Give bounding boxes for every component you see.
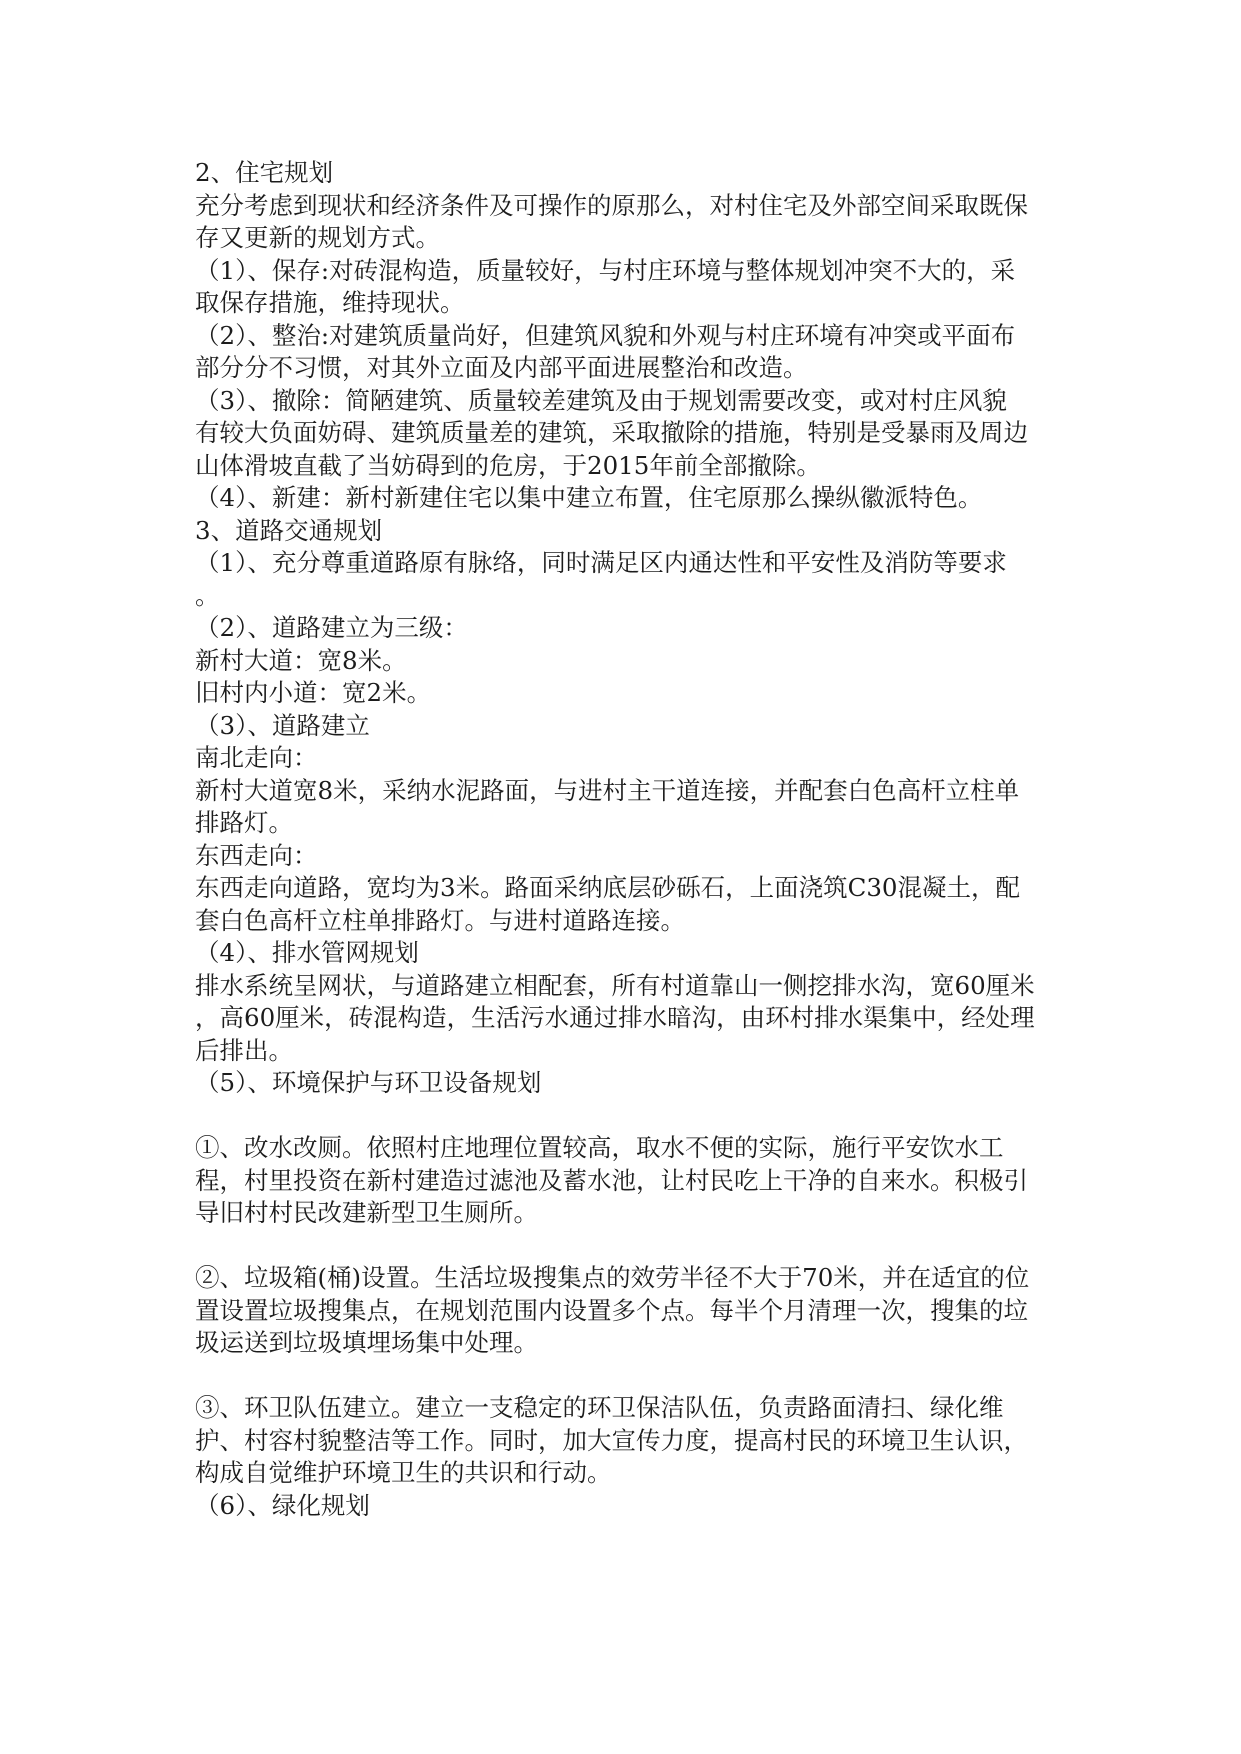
list-item-line: （3）、撤除：简陋建筑、质量较差建筑及由于规划需要改变，或对村庄风貌	[195, 385, 1007, 415]
paragraph-line: 旧村内小道：宽2米。	[195, 678, 432, 707]
list-item-line: 山体滑坡直截了当妨碍到的危房，于2015年前全部撤除。	[195, 450, 821, 480]
blank-line	[195, 1100, 1075, 1133]
section-heading: 2、住宅规划	[195, 158, 334, 187]
paragraph-line: 排路灯。	[195, 808, 293, 837]
paragraph-line: 圾运送到垃圾填埋场集中处理。	[195, 1328, 538, 1357]
paragraph-line: ①、改水改厕。依照村庄地理位置较高，取水不便的实际，施行平安饮水工	[195, 1133, 1004, 1162]
paragraph-line: 存又更新的规划方式。	[195, 223, 440, 252]
list-item-line: 取保存措施，维持现状。	[195, 288, 465, 317]
list-item-line: 。	[195, 580, 220, 610]
paragraph-line: 新村大道：宽8米。	[195, 645, 407, 675]
list-item-line: 部分分不习惯，对其外立面及内部平面进展整治和改造。	[195, 353, 808, 382]
paragraph-line: 充分考虑到现状和经济条件及可操作的原那么，对村住宅及外部空间采取既保	[195, 190, 1028, 220]
paragraph-line: 构成自觉维护环境卫生的共识和行动。	[195, 1458, 612, 1487]
list-item-line: （1）、充分尊重道路原有脉络，同时满足区内通达性和平安性及消防等要求	[195, 548, 1007, 577]
list-item-line: （2）、道路建立为三级：	[195, 613, 468, 642]
paragraph-line: 南北走向：	[195, 743, 318, 772]
paragraph-line: 置设置垃圾搜集点，在规划范围内设置多个点。每半个月清理一次，搜集的垃	[195, 1295, 1028, 1325]
paragraph-line: 东西走向道路，宽均为3米。路面采纳底层砂砾石，上面浇筑C30混凝土，配	[195, 873, 1021, 902]
list-item-line: （5）、环境保护与环卫设备规划	[195, 1068, 542, 1097]
section-heading: 3、道路交通规划	[195, 515, 383, 545]
list-item-line: （3）、道路建立	[195, 710, 370, 740]
blank-line	[195, 1360, 1075, 1393]
list-item-line: （4）、排水管网规划	[195, 938, 419, 967]
list-item-line: （6）、绿化规划	[195, 1490, 370, 1520]
list-item-line: （4）、新建：新村新建住宅以集中建立布置，住宅原那么操纵徽派特色。	[195, 483, 983, 512]
blank-line	[195, 1230, 1075, 1263]
paragraph-line: 后排出。	[195, 1035, 293, 1065]
paragraph-line: 导旧村村民改建新型卫生厕所。	[195, 1198, 538, 1227]
paragraph-line: 套白色高杆立柱单排路灯。与进村道路连接。	[195, 905, 685, 935]
paragraph-line: 程，村里投资在新村建造过滤池及蓄水池，让村民吃上干净的自来水。积极引	[195, 1165, 1028, 1195]
paragraph-line: ，高60厘米，砖混构造，生活污水通过排水暗沟，由环村排水渠集中，经处理	[195, 1003, 1035, 1032]
paragraph-line: ③、环卫队伍建立。建立一支稳定的环卫保洁队伍，负责路面清扫、绿化维	[195, 1393, 1004, 1422]
paragraph-line: ②、垃圾箱(桶)设置。生活垃圾搜集点的效劳半径不大于70米，并在适宜的位	[195, 1263, 1030, 1292]
list-item-line: （2）、整治:对建筑质量尚好，但建筑风貌和外观与村庄环境有冲突或平面布	[195, 320, 1016, 350]
list-item-line: （1）、保存:对砖混构造，质量较好，与村庄环境与整体规划冲突不大的，采	[195, 255, 1016, 285]
paragraph-line: 护、村容村貌整洁等工作。同时，加大宣传力度，提高村民的环境卫生认识，	[195, 1425, 1028, 1455]
paragraph-line: 新村大道宽8米，采纳水泥路面，与进村主干道连接，并配套白色高杆立柱单	[195, 775, 1020, 805]
document-body	[195, 157, 1075, 1522]
paragraph-line: 东西走向：	[195, 840, 318, 870]
paragraph-line: 排水系统呈网状，与道路建立相配套，所有村道靠山一侧挖排水沟，宽60厘米	[195, 970, 1035, 1000]
list-item-line: 有较大负面妨碍、建筑质量差的建筑，采取撤除的措施，特别是受暴雨及周边	[195, 418, 1028, 447]
